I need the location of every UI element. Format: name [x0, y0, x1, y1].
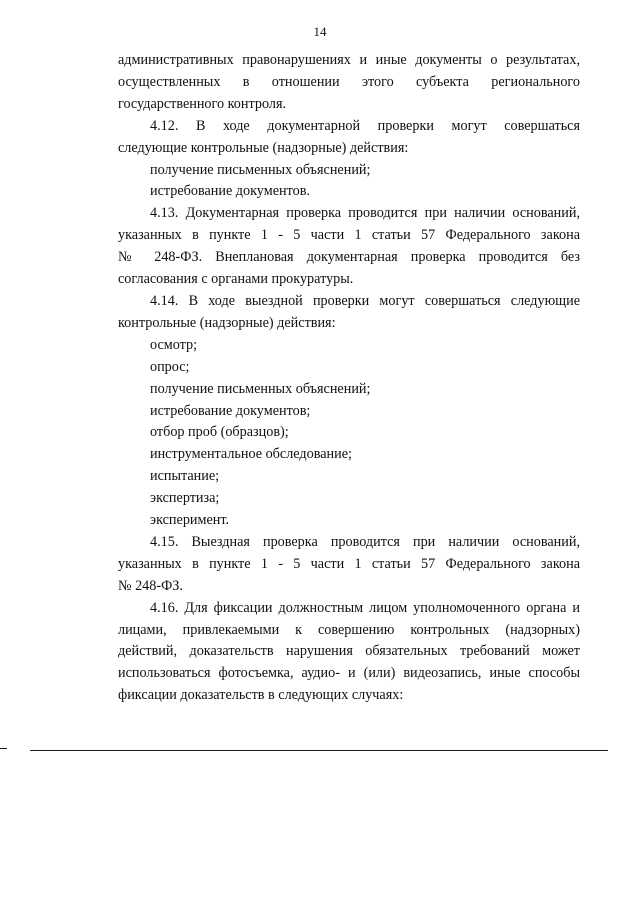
text-line: согласования с органами прокуратуры.	[118, 271, 354, 288]
paragraph-4-12: 4.12. В ходе документарной проверки могут совершаться	[150, 117, 580, 134]
list-item: получение письменных объяснений;	[150, 380, 371, 397]
text-line: осуществленных в отношении этого субъекта регионального	[118, 73, 580, 90]
list-item: отбор проб (образцов);	[150, 424, 289, 441]
text-line: административных правонарушениях и иные документы о результатах,	[118, 52, 580, 68]
paragraph-4-16: 4.16. Для фиксации должностным лицом уполномоченного органа и	[150, 599, 580, 616]
list-item: испытание;	[150, 468, 220, 485]
page-number: 14	[313, 24, 327, 39]
text-line: лицами, привлекаемыми к совершению контрольных (надзорных)	[118, 621, 580, 638]
document-body	[118, 50, 580, 707]
text-line: действий, доказательств нарушения обязательных требований может	[118, 643, 580, 660]
list-item: истребование документов;	[150, 402, 311, 419]
list-item: получение письменных объяснений;	[150, 161, 371, 178]
list-item: осмотр;	[150, 336, 198, 353]
paragraph-4-14: 4.14. В ходе выездной проверки могут совершаться следующие	[150, 292, 580, 309]
text-line: государственного контроля.	[118, 95, 287, 112]
list-item: опрос;	[150, 358, 190, 375]
text-line: использоваться фотосъемка, аудио- и (или) видеозапись, иные способы	[118, 665, 580, 682]
text-line: № 248-ФЗ.	[118, 577, 183, 594]
text-line: фиксации доказательств в следующих случаях:	[118, 687, 404, 704]
list-item: эксперимент.	[150, 512, 230, 529]
text-line: указанных в пункте 1 - 5 части 1 статьи 57 Федерального закона	[118, 227, 580, 244]
paragraph-4-15: 4.15. Выездная проверка проводится при наличии оснований,	[150, 533, 580, 550]
scan-edge-mark	[0, 748, 7, 749]
list-item: истребование документов.	[150, 183, 310, 200]
paragraph-4-13: 4.13. Документарная проверка проводится при наличии оснований,	[150, 205, 580, 222]
text-line: указанных в пункте 1 - 5 части 1 статьи 57 Федерального закона	[118, 555, 580, 572]
list-item: экспертиза;	[150, 490, 220, 507]
text-line: следующие контрольные (надзорные) действия:	[118, 139, 409, 156]
text-line: контрольные (надзорные) действия:	[118, 314, 336, 331]
list-item: инструментальное обследование;	[150, 446, 352, 463]
horizontal-rule	[30, 750, 608, 751]
text-line: № 248-ФЗ. Внеплановая документарная проверка проводится без	[118, 249, 580, 266]
